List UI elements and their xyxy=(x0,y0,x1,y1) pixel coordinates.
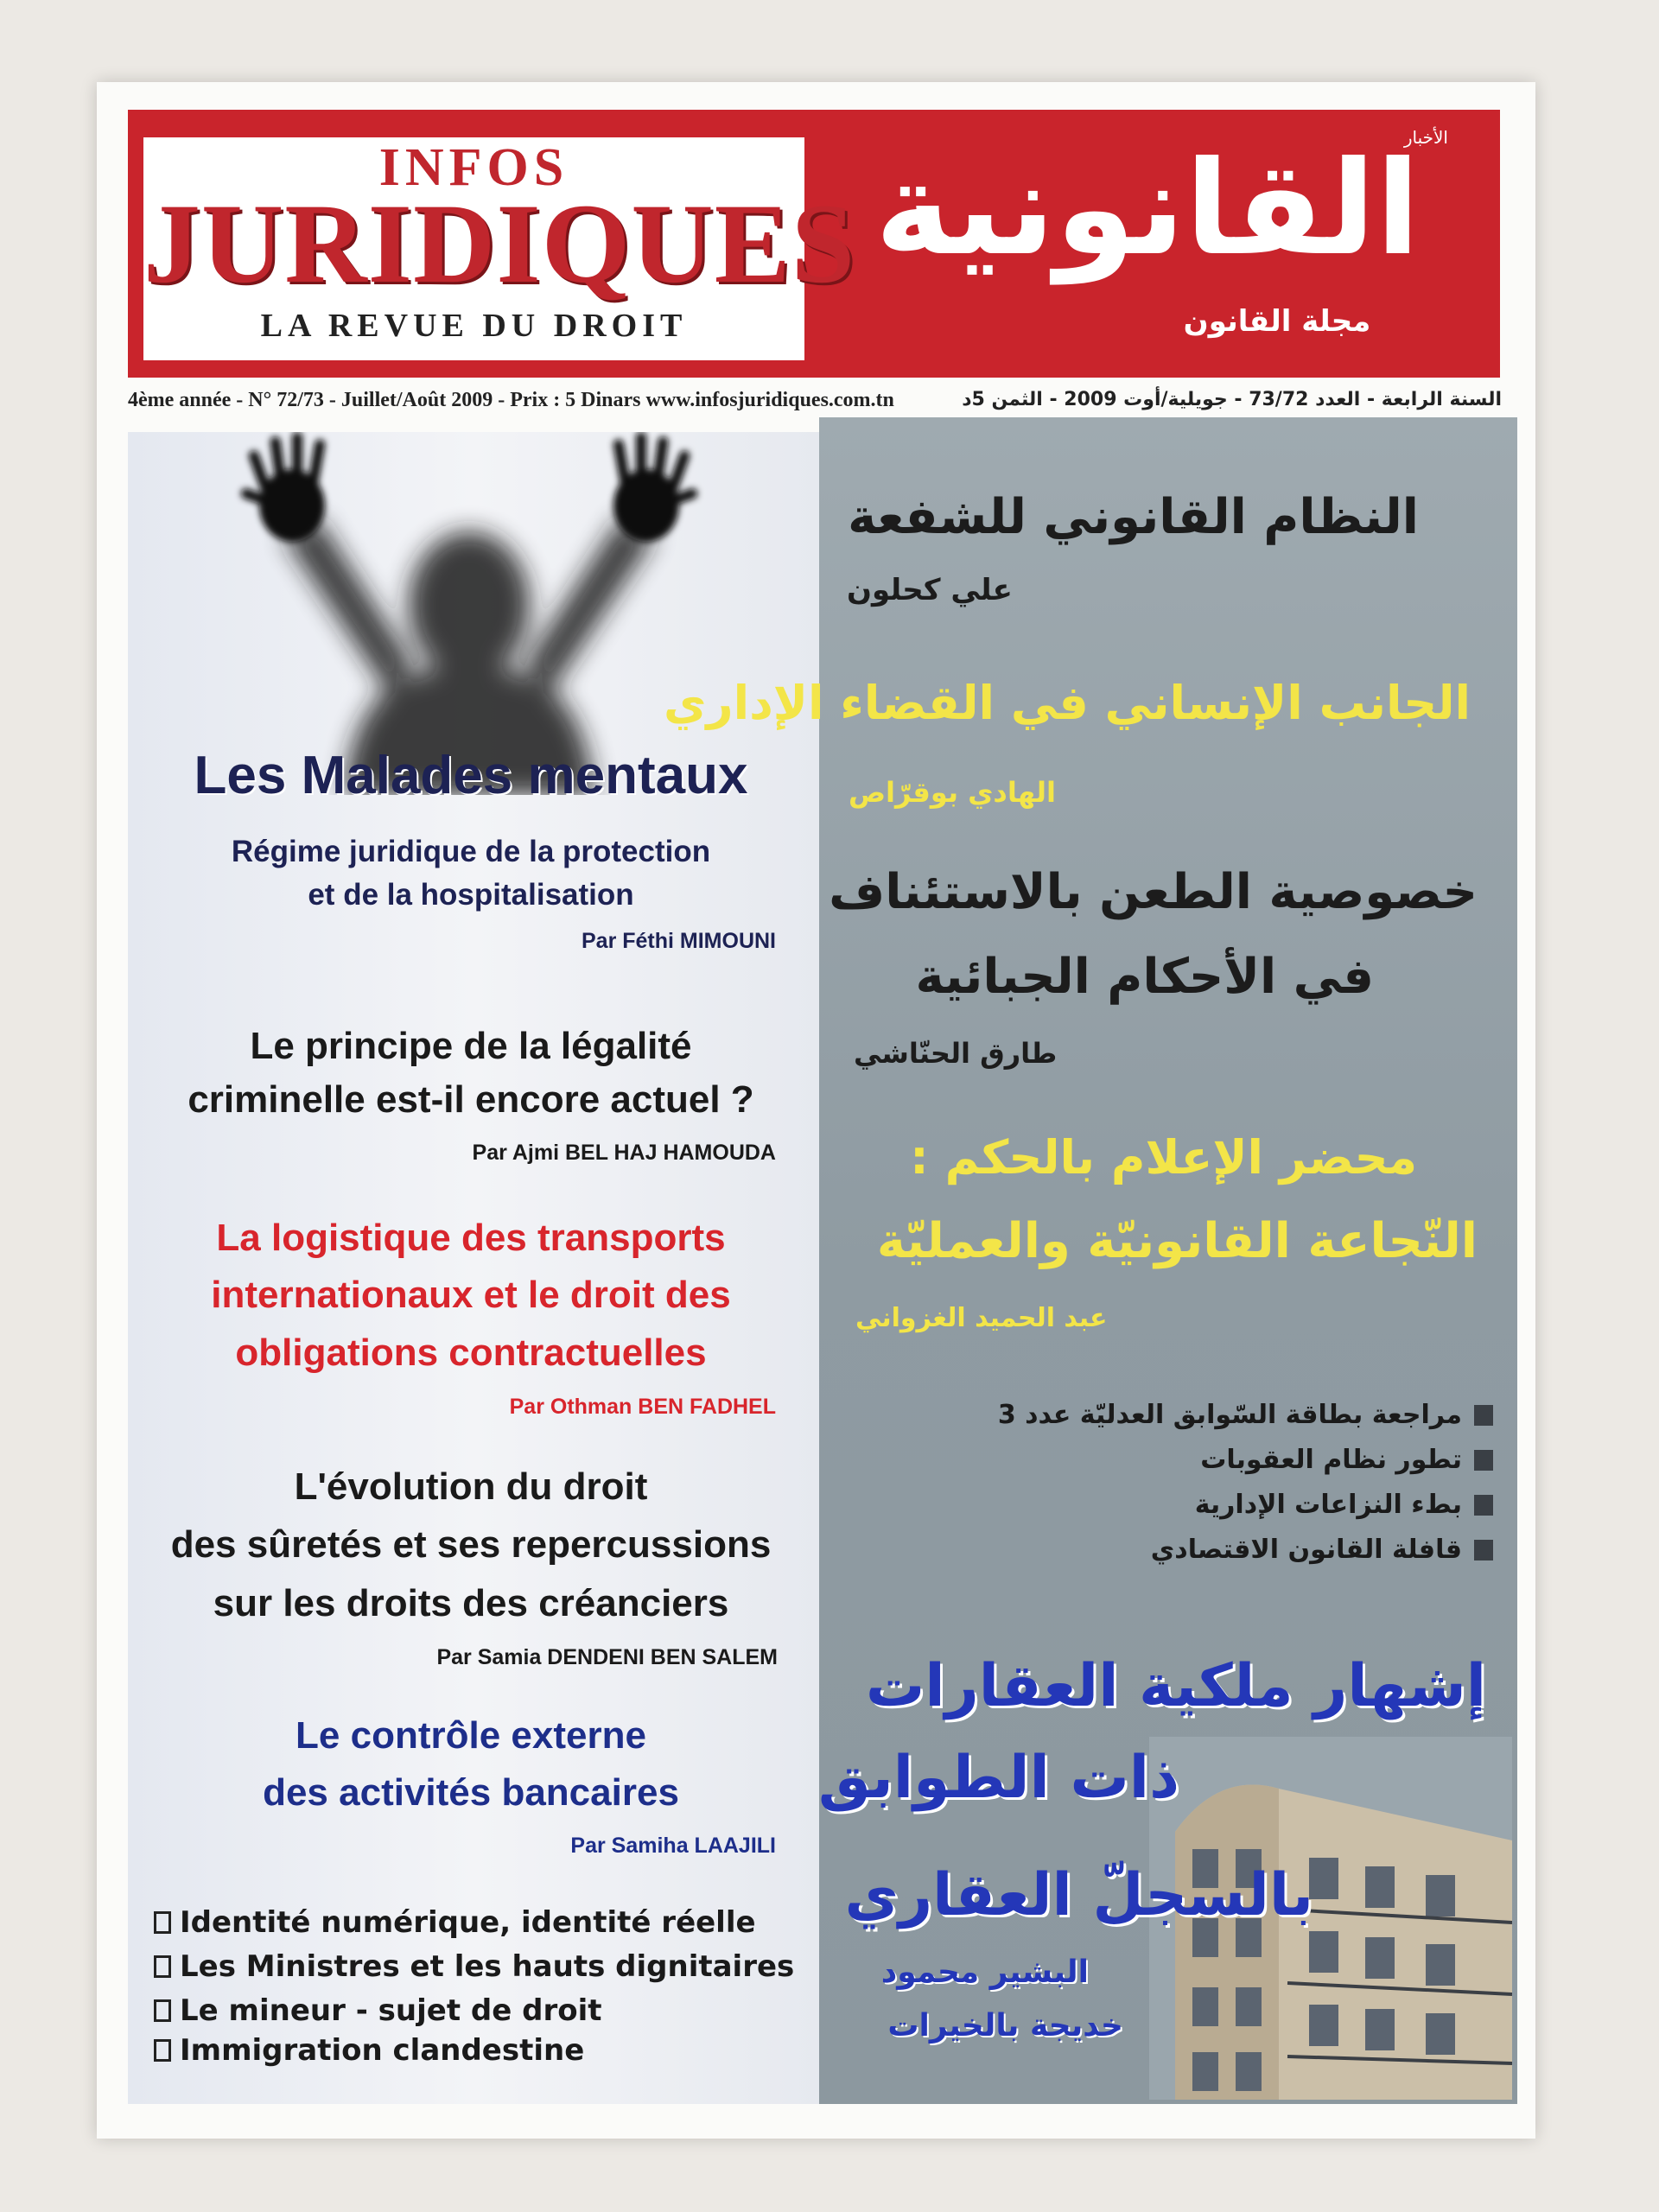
issue-info-line xyxy=(128,389,1502,418)
article-malades-title: Les Malades mentaux xyxy=(194,746,748,805)
feature-title-line-2: ذات الطوابق xyxy=(817,1744,1179,1812)
logo-infos: INFOS xyxy=(378,138,569,197)
checkbox-square-icon xyxy=(154,1955,171,1978)
ar-article-2-author: الهادي بوقرّاص xyxy=(849,776,1056,809)
article-logistique-line-1: La logistique des transports xyxy=(216,1217,726,1259)
silhouette-figure-image xyxy=(128,432,819,795)
ar-bullet-item: تطور نظام العقوبات xyxy=(1200,1445,1493,1475)
article-malades-subtitle-1: Régime juridique de la protection xyxy=(231,835,711,868)
article-suretes-line-1: L'évolution du droit xyxy=(294,1465,648,1508)
square-bullet-icon xyxy=(1474,1450,1493,1471)
square-bullet-icon xyxy=(1474,1495,1493,1516)
checkbox-square-icon xyxy=(154,1999,171,2022)
ar-article-2-title: الجانب الإنساني في القضاء الإداري xyxy=(663,676,1471,730)
ar-article-4-author: عبد الحميد الغزواني xyxy=(855,1303,1108,1333)
left-bullet-item: Le mineur - sujet de droit xyxy=(154,1993,602,2028)
article-logistique-line-2: internationaux et le droit des xyxy=(211,1274,731,1316)
ar-article-3-line-1: خصوصية الطعن بالاستئناف xyxy=(829,864,1478,920)
logo-revue-du-droit: LA REVUE DU DROIT xyxy=(260,308,688,344)
issue-info-fr: 4ème année - N° 72/73 - Juillet/Août 2009 - Prix : 5 Dinars www.infosjuridiques.com.tn xyxy=(128,389,894,411)
ar-bullet-item: مراجعة بطاقة السّوابق العدليّة عدد 3 xyxy=(998,1400,1493,1430)
article-malades-subtitle-2: et de la hospitalisation xyxy=(308,878,634,912)
logo-juridiques: JURIDIQUES xyxy=(143,180,856,307)
article-legalite-author: Par Ajmi BEL HAJ HAMOUDA xyxy=(472,1141,776,1165)
ar-article-1-title: النظام القانوني للشفعة xyxy=(848,489,1419,545)
article-legalite-line-1: Le principe de la légalité xyxy=(250,1025,692,1067)
feature-title-line-1: إشهار ملكية العقارات xyxy=(866,1652,1486,1720)
logo-arabic-title: القانونية xyxy=(874,134,1421,284)
article-legalite-line-2: criminelle est-il encore actuel ? xyxy=(188,1078,754,1121)
masthead-latin-logo xyxy=(143,137,856,360)
ar-article-3-line-2: في الأحكام الجبائية xyxy=(915,949,1374,1005)
ar-article-4-line-2: النّجاعة القانونيّة والعمليّة xyxy=(876,1213,1478,1269)
article-logistique-line-3: obligations contractuelles xyxy=(235,1332,707,1374)
article-suretes-line-2: des sûretés et ses repercussions xyxy=(170,1523,772,1566)
logo-arabic-small: الأخبار xyxy=(1403,127,1448,148)
ar-article-3-author: طارق الحنّاشي xyxy=(854,1037,1058,1070)
checkbox-square-icon xyxy=(154,2039,171,2062)
article-logistique-author: Par Othman BEN FADHEL xyxy=(509,1395,776,1419)
left-bullet-item: Les Ministres et les hauts dignitaires xyxy=(154,1949,794,1984)
checkbox-square-icon xyxy=(154,1911,171,1934)
feature-author-2: خديجة بالخيرات xyxy=(887,2008,1123,2044)
logo-arabic-subtitle: مجلة القانون xyxy=(1183,304,1371,339)
ar-article-1-author: علي كحلون xyxy=(847,573,1013,607)
article-suretes-line-3: sur les droits des créanciers xyxy=(213,1582,729,1624)
article-controle-line-1: Le contrôle externe xyxy=(296,1714,646,1757)
left-bullet-item: Immigration clandestine xyxy=(154,2033,584,2068)
article-malades-author: Par Féthi MIMOUNI xyxy=(581,929,776,953)
ar-bullet-item: قافلة القانون الاقتصادي xyxy=(1151,1535,1493,1565)
masthead xyxy=(128,110,1500,378)
ar-article-4-line-1: محضر الإعلام بالحكم : xyxy=(910,1130,1417,1185)
left-bullet-item: Identité numérique, identité réelle xyxy=(154,1905,756,1940)
ar-bullet-item: بطء النزاعات الإدارية xyxy=(1195,1490,1493,1520)
article-controle-line-2: des activités bancaires xyxy=(263,1771,679,1814)
article-controle-author: Par Samiha LAAJILI xyxy=(570,1834,776,1858)
feature-title-line-3: بالسجلّ العقاري xyxy=(844,1861,1313,1929)
article-suretes-author: Par Samia DENDENI BEN SALEM xyxy=(436,1645,778,1669)
square-bullet-icon xyxy=(1474,1405,1493,1426)
issue-info-ar: السنة الرابعة - العدد 73/72 - جويلية/أوت 2009 - الثمن 5د xyxy=(962,389,1502,410)
feature-author-1: البشير محمود xyxy=(880,1955,1089,1990)
square-bullet-icon xyxy=(1474,1540,1493,1560)
